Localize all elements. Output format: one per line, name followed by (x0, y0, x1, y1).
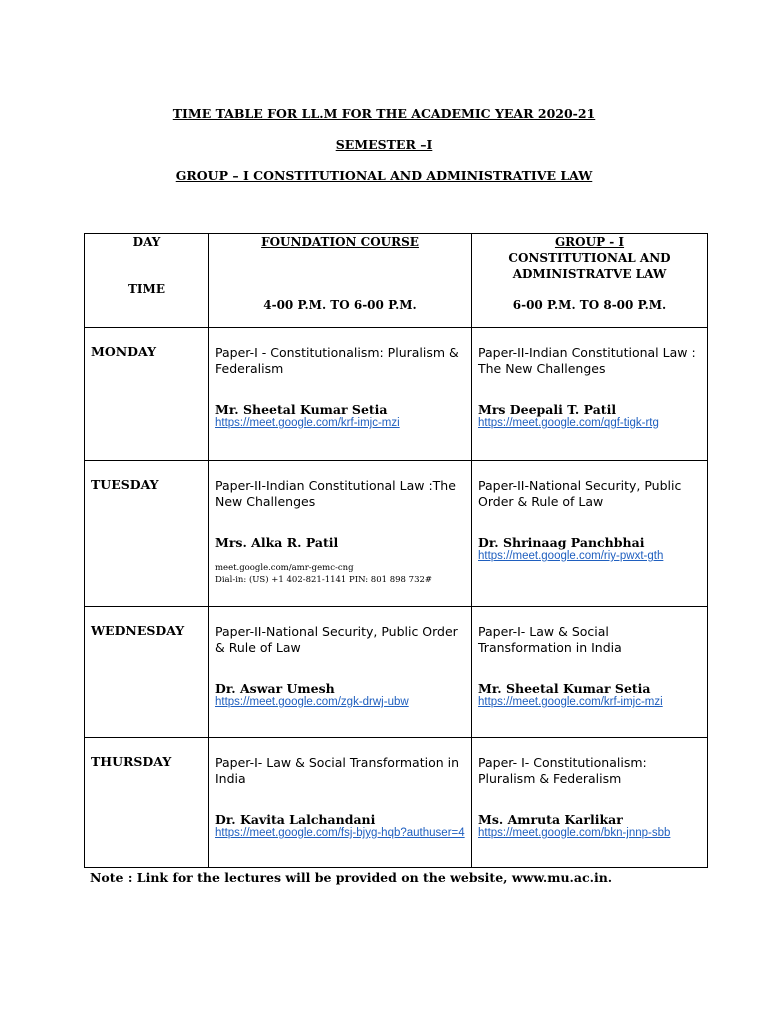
table-row-monday (85, 328, 708, 461)
course-cell (209, 328, 472, 461)
day-cell (85, 738, 209, 868)
semester-heading: SEMESTER –I (335, 137, 433, 152)
course-cell (209, 738, 472, 868)
day-label: WEDNESDAY (91, 623, 185, 638)
day-label: THURSDAY (91, 754, 172, 769)
course-cell (472, 738, 708, 868)
meet-link[interactable]: https://meet.google.com/riy-pwxt-gth (478, 550, 664, 562)
day-cell (85, 607, 209, 738)
table-row-wednesday (85, 607, 708, 738)
teacher-name: Mrs Deepali T. Patil (478, 402, 617, 417)
day-label: MONDAY (91, 344, 156, 359)
teacher-name: Dr. Aswar Umesh (215, 681, 335, 696)
teacher-name: Mr. Sheetal Kumar Setia (478, 681, 651, 696)
header-group-sub2: ADMINISTRATVE LAW (512, 267, 667, 281)
header-group-title: GROUP - I (554, 235, 625, 249)
meet-link[interactable]: https://meet.google.com/krf-imjc-mzi (478, 696, 663, 708)
dial-in-text: Dial-in: (US) +1 402-821-1141 PIN: 801 898 732# (215, 575, 433, 585)
table-row-thursday (85, 738, 708, 868)
teacher-name: Dr. Shrinaag Panchbhai (478, 535, 645, 550)
meet-link[interactable]: https://meet.google.com/zgk-drwj-ubw (215, 696, 409, 708)
header-group-time: 6-00 P.M. TO 8-00 P.M. (512, 298, 667, 312)
course-cell (209, 461, 472, 607)
paper-title: Paper-I- Law & Social Transformation in India (215, 755, 460, 786)
day-label: TUESDAY (91, 477, 159, 492)
paper-title: Paper-II-Indian Constitutional Law : The New Challenges (478, 345, 696, 376)
header-day-time-cell (85, 234, 209, 328)
document-title: TIME TABLE FOR LL.M FOR THE ACADEMIC YEAR 2020-21 (172, 106, 596, 121)
header-group-cell (472, 234, 708, 328)
meet-link[interactable]: https://meet.google.com/fsj-bjyg-hqb?authuser=4 (215, 827, 465, 839)
timetable (84, 233, 708, 868)
header-foundation-title: FOUNDATION COURSE (261, 235, 419, 249)
day-cell (85, 461, 209, 607)
teacher-name: Ms. Amruta Karlikar (478, 812, 623, 827)
paper-title: Paper-II-National Security, Public Order & Rule of Law (478, 478, 682, 509)
paper-title: Paper-I - Constitutionalism: Pluralism & Federalism (215, 345, 459, 376)
meet-link[interactable]: https://meet.google.com/krf-imjc-mzi (215, 417, 400, 429)
course-cell (472, 461, 708, 607)
table-header-row (85, 234, 708, 328)
course-cell (472, 328, 708, 461)
paper-title: Paper-II-Indian Constitutional Law :The New Challenges (215, 478, 456, 509)
course-cell (209, 607, 472, 738)
meet-link[interactable]: https://meet.google.com/bkn-jnnp-sbb (478, 827, 671, 839)
paper-title: Paper-I- Law & Social Transformation in India (478, 624, 622, 655)
meet-link-text: meet.google.com/amr-gemc-cng (215, 563, 354, 573)
header-time: TIME (128, 282, 165, 296)
group-heading: GROUP – I CONSTITUTIONAL AND ADMINISTRATIVE LAW (175, 168, 593, 183)
teacher-name: Mr. Sheetal Kumar Setia (215, 402, 388, 417)
day-cell (85, 328, 209, 461)
header-day: DAY (132, 235, 161, 249)
header-foundation-time: 4-00 P.M. TO 6-00 P.M. (263, 298, 417, 312)
paper-title: Paper- I- Constitutionalism: Pluralism & Federalism (478, 755, 647, 786)
course-cell (472, 607, 708, 738)
header-group-sub1: CONSTITUTIONAL AND (508, 251, 671, 265)
teacher-name: Mrs. Alka R. Patil (215, 535, 339, 550)
footer-note: Note : Link for the lectures will be provided on the website, www.mu.ac.in. (90, 870, 613, 885)
teacher-name: Dr. Kavita Lalchandani (215, 812, 376, 827)
meet-link[interactable]: https://meet.google.com/qgf-tigk-rtg (478, 417, 659, 429)
header-foundation-cell (209, 234, 472, 328)
paper-title: Paper-II-National Security, Public Order & Rule of Law (215, 624, 458, 655)
table-row-tuesday (85, 461, 708, 607)
